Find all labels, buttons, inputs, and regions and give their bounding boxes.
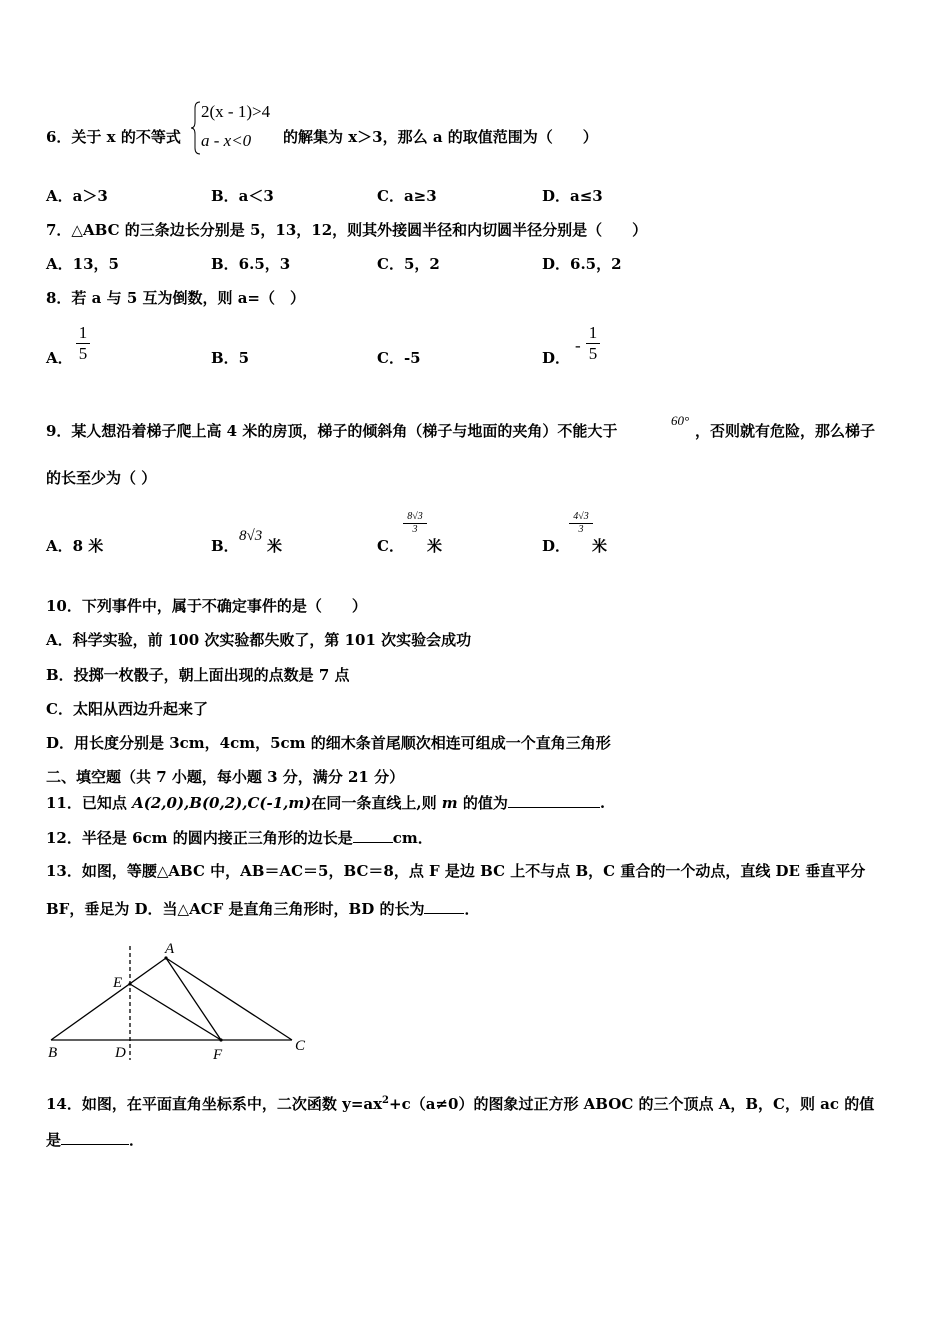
q12-post: cm． bbox=[392, 829, 433, 847]
section-heading: 二、填空题（共 7 小题，每小题 3 分，满分 21 分） bbox=[46, 768, 405, 786]
q14-line2 bbox=[46, 1130, 144, 1149]
q13-line1: 13．如图，等腰△ABC 中，AB＝AC＝5，BC＝8，点 F 是边 BC 上不与点 B，C 重合的一个动点，直线 DE 垂直平分 bbox=[46, 862, 866, 880]
q7-stem: 7．△ABC 的三条边长分别是 5，13，12，则其外接圆半径和内切圆半径分别是（ ） bbox=[46, 221, 648, 239]
fraction-numerator: 1 bbox=[78, 323, 88, 342]
q14-line1-pre: 14．如图，在平面直角坐标系中，二次函数 y=ax bbox=[46, 1095, 383, 1113]
q11 bbox=[46, 793, 605, 812]
q14-line1-post: +c（a≠0）的图象过正方形 ABOC 的三个顶点 A，B，C，则 ac 的值 bbox=[389, 1095, 875, 1113]
label-f: F bbox=[213, 1047, 223, 1063]
q9-option-a: A．8 米 bbox=[46, 537, 104, 555]
q9-angle: 60° bbox=[671, 413, 690, 428]
q10-option-d: D．用长度分别是 3cm，4cm，5cm 的细木条首尾顺次相连可组成一个直角三角形 bbox=[46, 734, 611, 752]
q6-stem-pre: 6．关于 x 的不等式 bbox=[46, 128, 181, 146]
q14-line1 bbox=[46, 1092, 874, 1113]
q6-system-line1: 2(x - 1)>4 bbox=[201, 102, 271, 121]
q11-var: m bbox=[441, 794, 458, 812]
q8-option-d-fraction bbox=[586, 323, 600, 364]
q8-option-a-label: A． bbox=[46, 349, 73, 367]
q6-system-line2: a - x<0 bbox=[201, 131, 252, 150]
fraction-denominator: 3 bbox=[403, 523, 427, 536]
q6-inequality-system bbox=[190, 100, 285, 156]
q14-line2-post: ． bbox=[129, 1131, 145, 1149]
q14-answer-blank[interactable] bbox=[61, 1130, 129, 1145]
q11-mid: 在同一条直线上,则 bbox=[311, 794, 442, 812]
q11-end: . bbox=[599, 794, 606, 812]
label-a: A bbox=[165, 941, 175, 957]
q9-stem-pre: 9．某人想沿着梯子爬上高 4 米的房顶，梯子的倾斜角（梯子与地面的夹角）不能大于 bbox=[46, 422, 618, 440]
fraction-numerator: 4√3 bbox=[573, 511, 589, 522]
label-c: C bbox=[295, 1038, 306, 1054]
fraction-numerator: 1 bbox=[588, 323, 598, 342]
q10-option-a: A．科学实验，前 100 次实验都失败了，第 101 次实验会成功 bbox=[46, 631, 472, 649]
fraction-denominator: 5 bbox=[586, 343, 600, 364]
q12 bbox=[46, 828, 433, 847]
q9-stem-post: ，否则就有危险，那么梯子 bbox=[695, 422, 876, 440]
q9-option-c-unit: 米 bbox=[427, 537, 443, 555]
q7-option-d: D．6.5，2 bbox=[542, 255, 622, 273]
q9-option-d-unit: 米 bbox=[592, 537, 608, 555]
q12-pre: 12．半径是 6cm 的圆内接正三角形的边长是 bbox=[46, 829, 353, 847]
q6-option-a: A．a＞3 bbox=[46, 187, 108, 205]
q10-option-c: C．太阳从西边升起来了 bbox=[46, 700, 208, 718]
q9-stem-line2: 的长至少为（ ） bbox=[46, 469, 157, 487]
label-b: B bbox=[48, 1045, 58, 1061]
q9-option-b-label: B． bbox=[211, 537, 239, 555]
q7-option-a: A．13，5 bbox=[46, 255, 119, 273]
point-f bbox=[219, 1038, 222, 1041]
q13-line2 bbox=[46, 899, 479, 918]
q8-stem: 8．若 a 与 5 互为倒数，则 a=（ ） bbox=[46, 289, 305, 307]
q6-option-b: B．a＜3 bbox=[211, 187, 274, 205]
q6-option-d: D．a≤3 bbox=[542, 187, 603, 205]
q8-option-c: C．-5 bbox=[377, 349, 421, 367]
q7-option-c: C．5，2 bbox=[377, 255, 440, 273]
q8-neg-sign: - bbox=[575, 336, 581, 355]
fraction-denominator: 5 bbox=[76, 343, 90, 364]
segment-ab bbox=[51, 958, 166, 1040]
q8-option-d-label: D． bbox=[542, 349, 571, 367]
q14-line2-pre: 是 bbox=[46, 1131, 62, 1149]
q6-option-c: C．a≥3 bbox=[377, 187, 437, 205]
q11-post: 的值为 bbox=[457, 794, 508, 812]
q12-answer-blank[interactable] bbox=[353, 828, 393, 843]
q10-option-b: B．投掷一枚骰子，朝上面出现的点数是 7 点 bbox=[46, 666, 350, 684]
q6-stem-post: 的解集为 x＞3，那么 a 的取值范围为（ ） bbox=[283, 128, 598, 146]
q9-option-c-fraction bbox=[403, 511, 427, 536]
point-e bbox=[128, 982, 131, 985]
fraction-denominator: 3 bbox=[569, 523, 593, 536]
segment-ac bbox=[166, 958, 292, 1040]
q9-option-c-label: C． bbox=[377, 537, 404, 555]
q9-option-d-fraction bbox=[569, 511, 593, 536]
q8-option-b: B．5 bbox=[211, 349, 250, 367]
segment-ef bbox=[130, 984, 221, 1040]
q11-answer-blank[interactable] bbox=[508, 793, 600, 808]
q9-option-b-unit: 米 bbox=[267, 537, 283, 555]
q7-option-b: B．6.5，3 bbox=[211, 255, 291, 273]
q8-option-a-fraction bbox=[76, 323, 90, 364]
label-e: E bbox=[113, 975, 123, 991]
q9-option-b-expr: 8√3 bbox=[239, 528, 263, 544]
q13-triangle-figure bbox=[40, 936, 320, 1066]
q11-points: A(2,0),B(0,2),C(-1,m) bbox=[132, 794, 312, 812]
q13-answer-blank[interactable] bbox=[424, 899, 464, 914]
q10-stem: 10．下列事件中，属于不确定事件的是（ ） bbox=[46, 597, 367, 615]
segment-af bbox=[166, 958, 221, 1040]
q14-superscript: 2 bbox=[382, 1095, 390, 1106]
q13-line2-post: ． bbox=[464, 900, 480, 918]
fraction-numerator: 8√3 bbox=[407, 511, 423, 522]
q13-line2-pre: BF，垂足为 D．当△ACF 是直角三角形时，BD 的长为 bbox=[46, 900, 425, 918]
q11-pre: 11．已知点 bbox=[46, 794, 133, 812]
label-d: D bbox=[115, 1045, 126, 1061]
q9-option-d-label: D． bbox=[542, 537, 571, 555]
